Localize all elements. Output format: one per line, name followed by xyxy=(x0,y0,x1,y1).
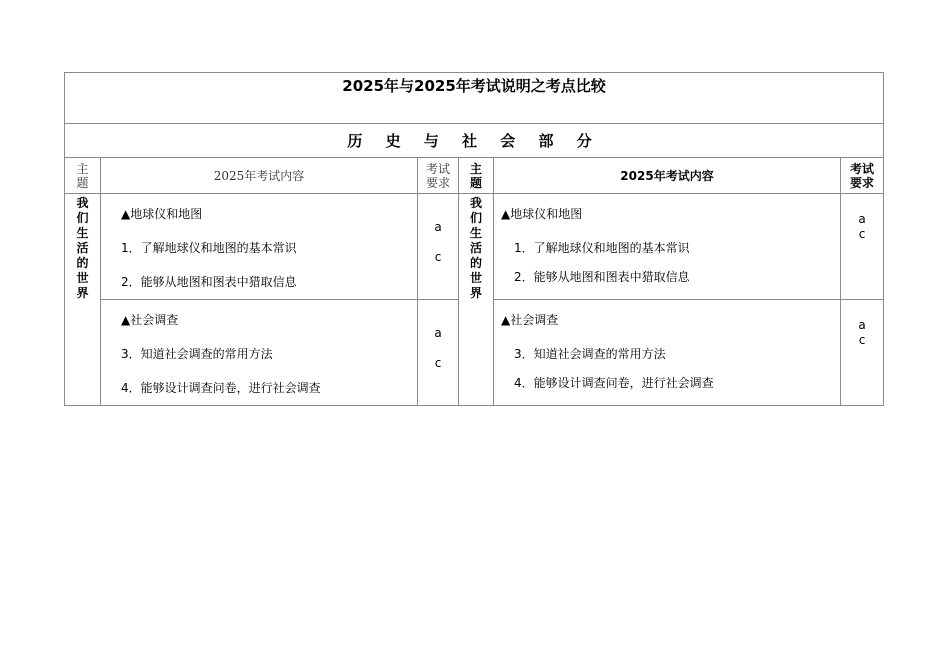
topic-char: 的 xyxy=(76,256,89,270)
content-cell-right-2 xyxy=(494,300,841,406)
header-topic-char: 主 xyxy=(469,161,482,176)
topic-char: 界 xyxy=(76,286,89,300)
topic-char: 们 xyxy=(76,211,89,225)
topic-char: 世 xyxy=(76,271,89,285)
header-req-line: 要求 xyxy=(425,175,450,190)
header-topic-left xyxy=(65,158,101,194)
topic-char: 界 xyxy=(469,286,482,300)
content-item: 3．知道社会调查的常用方法 xyxy=(514,347,666,361)
content-item: 3．知道社会调查的常用方法 xyxy=(121,347,273,361)
header-content-label: 2025年考试内容 xyxy=(213,168,305,183)
header-req-left xyxy=(418,158,459,194)
header-content-label: 2025年考试内容 xyxy=(620,168,714,183)
content-heading: ▲社会调查 xyxy=(121,313,179,327)
content-cell-right-1 xyxy=(494,194,841,300)
header-topic-char: 主 xyxy=(76,161,89,176)
content-cell-left-1 xyxy=(101,194,418,300)
header-req-right xyxy=(841,158,884,194)
header-req-line: 要求 xyxy=(850,175,875,190)
header-topic-char: 题 xyxy=(76,175,89,190)
topic-char: 生 xyxy=(469,226,482,240)
req-value: a xyxy=(434,220,442,234)
req-value: c xyxy=(858,227,866,241)
req-value: a xyxy=(858,212,866,226)
header-content-right xyxy=(494,158,841,194)
topic-char: 生 xyxy=(76,226,89,240)
content-heading: ▲地球仪和地图 xyxy=(501,207,583,221)
content-heading: ▲社会调查 xyxy=(501,313,559,327)
header-req-line: 考试 xyxy=(850,161,875,176)
content-item: 2．能够从地图和图表中猎取信息 xyxy=(121,275,297,289)
req-cell-left-1 xyxy=(418,194,459,300)
topic-char: 我 xyxy=(469,196,482,210)
section-title: 历 史 与 社 会 部 分 xyxy=(347,132,601,150)
document-title: 2025年与2025年考试说明之考点比较 xyxy=(342,77,606,95)
content-item: 1．了解地球仪和地图的基本常识 xyxy=(514,241,690,255)
title-cell xyxy=(65,73,884,124)
header-content-left xyxy=(101,158,418,194)
topic-char: 的 xyxy=(469,256,482,270)
header-topic-char: 题 xyxy=(469,175,482,190)
topic-char: 世 xyxy=(469,271,482,285)
topic-char: 们 xyxy=(469,211,482,225)
header-req-line: 考试 xyxy=(425,161,450,176)
req-value: a xyxy=(434,326,442,340)
topic-cell-right xyxy=(459,194,494,406)
req-value: a xyxy=(858,318,866,332)
section-cell xyxy=(65,124,884,158)
content-heading: ▲地球仪和地图 xyxy=(121,207,203,221)
topic-cell-left xyxy=(65,194,101,406)
content-item: 1．了解地球仪和地图的基本常识 xyxy=(121,241,297,255)
header-topic-right xyxy=(459,158,494,194)
topic-char: 活 xyxy=(469,241,482,255)
comparison-table xyxy=(64,72,884,406)
content-cell-left-2 xyxy=(101,300,418,406)
content-item: 2．能够从地图和图表中猎取信息 xyxy=(514,270,690,284)
req-cell-left-2 xyxy=(418,300,459,406)
req-cell-right-1 xyxy=(841,194,884,300)
topic-char: 我 xyxy=(76,196,89,210)
req-value: c xyxy=(858,333,866,347)
content-item: 4．能够设计调查问卷，进行社会调查 xyxy=(121,381,321,395)
req-cell-right-2 xyxy=(841,300,884,406)
content-item: 4．能够设计调查问卷，进行社会调查 xyxy=(514,376,714,390)
req-value: c xyxy=(434,356,442,370)
req-value: c xyxy=(434,250,442,264)
topic-char: 活 xyxy=(76,241,89,255)
